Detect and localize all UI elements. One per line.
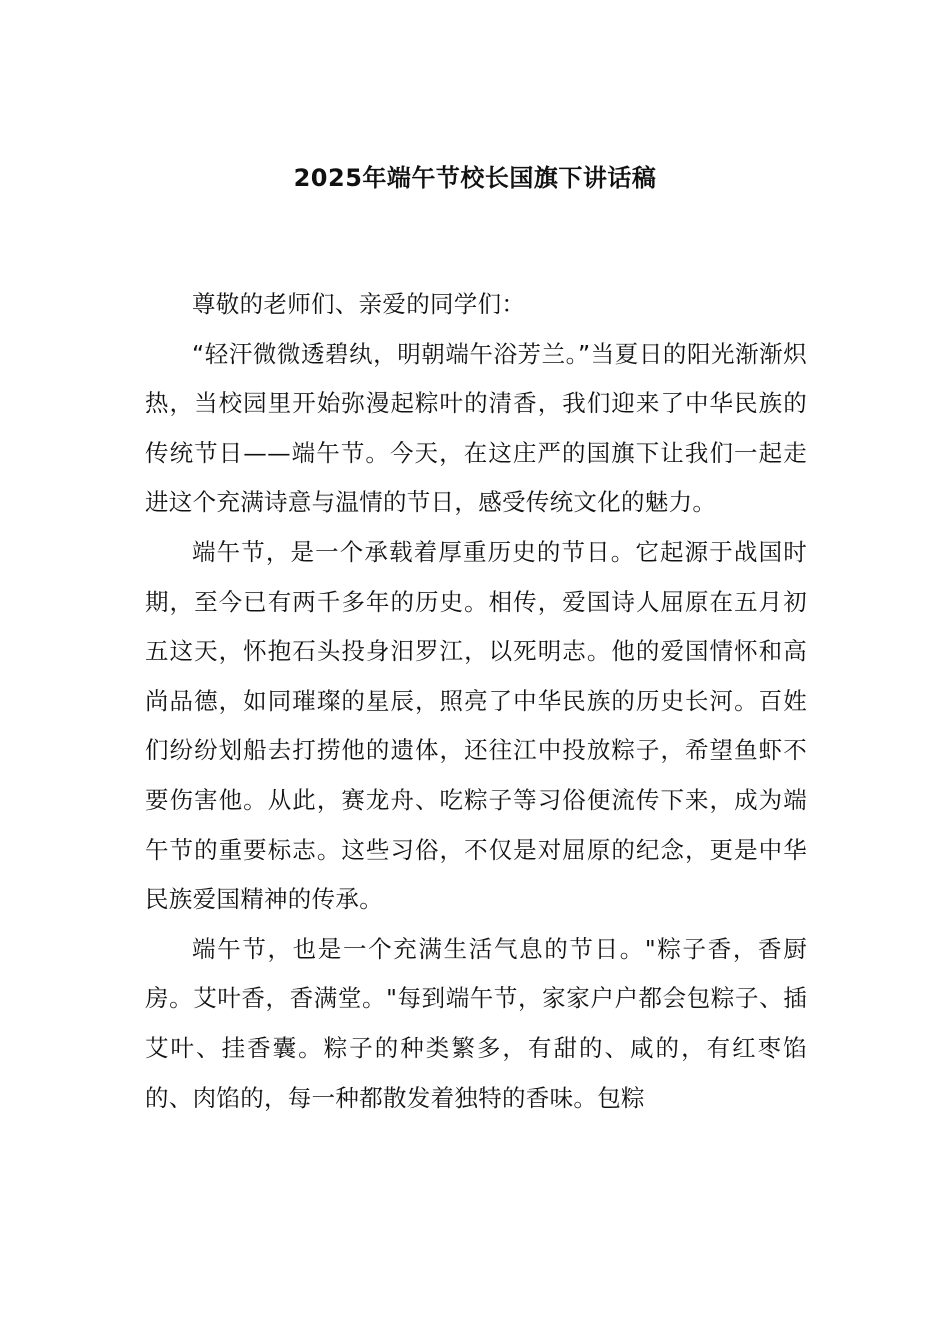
- paragraph-history: 端午节，是一个承载着厚重历史的节日。它起源于战国时期，至今已有两千多年的历史。相传，爱国诗人屈原在五月初五这天，怀抱石头投身汨罗江，以死明志。他的爱国情怀和高尚品德，如同璀璨的星辰，照亮了中华民族的历史长河。百姓们纷纷划船去打捞他的遗体，还往江中投放粽子，希望鱼虾不要伤害他。从此，赛龙舟、吃粽子等习俗便流传下来，成为端午节的重要标志。这些习俗，不仅是对屈原的纪念，更是中华民族爱国精神的传承。: [145, 537, 807, 914]
- document-title: 2025年端午节校长国旗下讲话稿: [293, 164, 657, 192]
- paragraph-greeting: 尊敬的老师们、亲爱的同学们：: [192, 290, 526, 318]
- document-body: [145, 280, 807, 1123]
- paragraph-intro: “轻汗微微透碧纨，明朝端午浴芳兰。”当夏日的阳光渐渐炽热，当校园里开始弥漫起粽叶的清香，我们迎来了中华民族的传统节日——端午节。今天，在这庄严的国旗下让我们一起走进这个充满诗意与温情的节日，感受传统文化的魅力。: [145, 339, 807, 517]
- paragraph-customs: 端午节，也是一个充满生活气息的节日。"粽子香，香厨房。艾叶香，香满堂。"每到端午节，家家户户都会包粽子、插艾叶、挂香囊。粽子的种类繁多，有甜的、咸的，有红枣馅的、肉馅的，每一种都散发着独特的香味。包粽: [145, 934, 807, 1112]
